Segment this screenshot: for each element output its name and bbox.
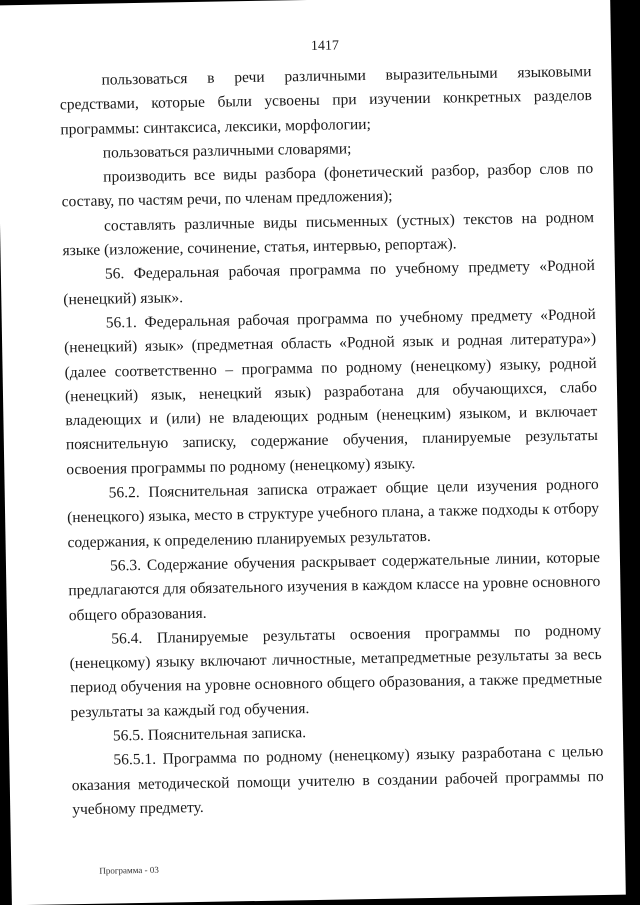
paragraph: пользоваться различными словарями; — [102, 140, 352, 162]
paragraph-56-2: 56.2. Пояснительная записка отражает общие цели изучения родного (ненецкого) языка, место в структуре учебного плана, а также подходы к отбору содержания, к определению планируемых результатов. — [67, 476, 600, 551]
paragraph-56-1: 56.1. Федеральная рабочая программа по учебному предмету «Родной (ненецкий) язык» (предметная область «Родной язык и родная литература») (далее соответственно – программа по родному (ненецкому) языку, родной (ненецкий) язык, ненецкий язык) разработана для обучающихся, слабо владеющих и (или) не владеющих родным (ненецким) языком, и включает пояснительную записку, содержание обучения, планируемые результаты освоения программы по родному (ненецкому) языку. — [64, 305, 598, 479]
paragraph: пользоваться в речи различными выразительными языковыми средствами, которые были усвоены при изучении конкретных разделов программы: синтаксиса, лексики, морфологии; — [59, 63, 593, 138]
paragraph-56-5: 56.5. Пояснительная записка. — [112, 724, 307, 745]
document-content — [59, 33, 605, 822]
section-heading-56: 56. Федеральная рабочая программа по учебному предмету «Родной (ненецкий) язык». — [63, 257, 595, 308]
paragraph-56-3: 56.3. Содержание обучения раскрывает содержательные линии, которые предлагаются для обязательного изучения в каждом классе на уровне основного общего образования. — [68, 548, 601, 624]
page-number: 1417 — [310, 38, 340, 54]
paragraph-56-5-1: 56.5.1. Программа по родному (ненецкому) языку разработана с целью оказания методической помощи учителю в создании рабочей программы по учебному предмету. — [71, 743, 604, 819]
paragraph: составлять различные виды письменных (устных) текстов на родном языке (изложение, сочинение, статья, интервью, репортаж). — [62, 208, 595, 260]
footer-label: Программа - 03 — [99, 864, 159, 876]
paragraph: производить все виды разбора (фонетический разбор, разбор слов по составу, по частям речи, по членам предложения); — [61, 160, 594, 211]
paragraph-56-4: 56.4. Планируемые результаты освоения программы по родному (ненецкому) языку включают личностные, метапредметные результаты за весь период обучения на уровне основного общего образования, а также предметные результаты за каждый год обучения. — [69, 621, 603, 721]
